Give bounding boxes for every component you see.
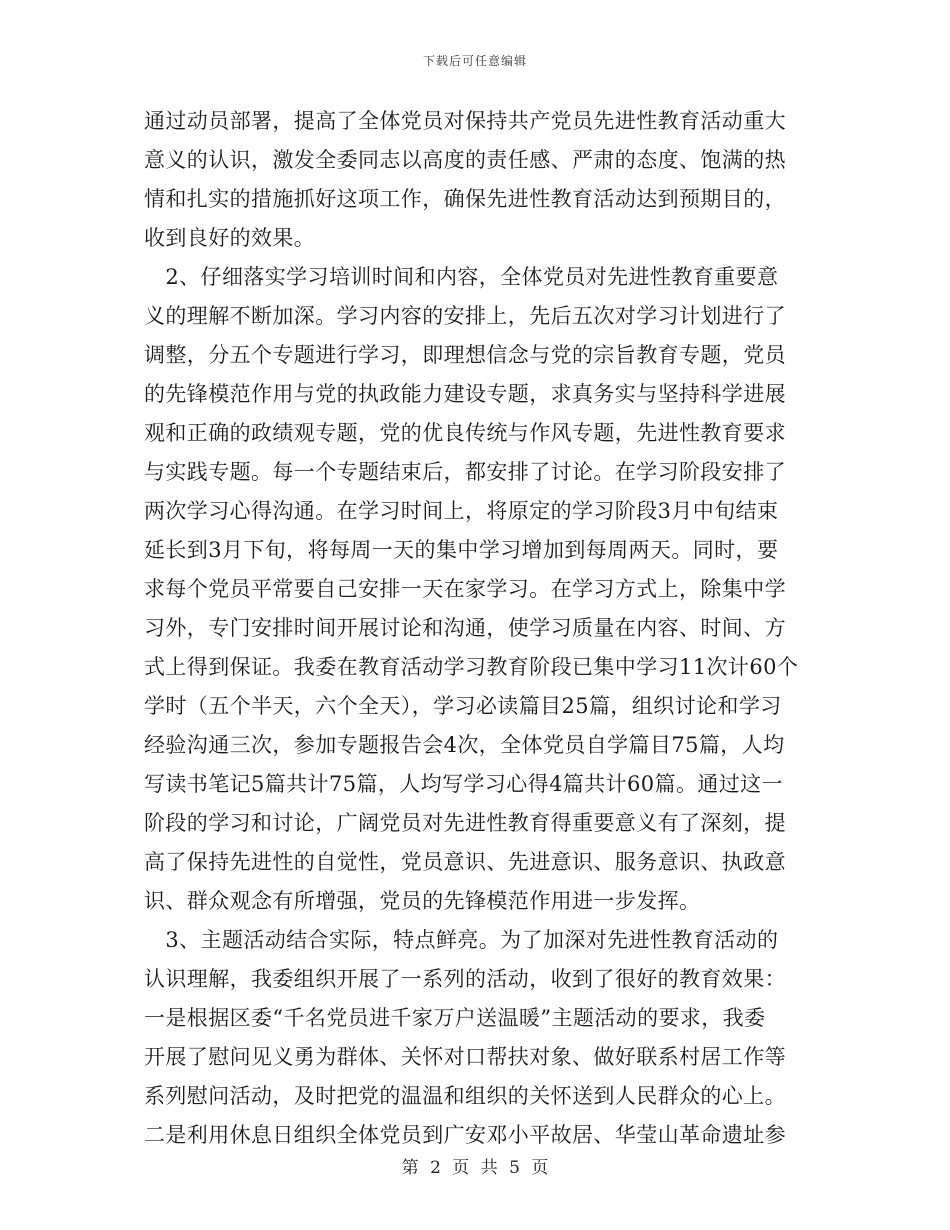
text-line: 的先锋模范作用与党的执政能力建设专题，求真务实与坚持科学进展 <box>144 382 786 406</box>
text-line: 阶段的学习和讨论，广阔党员对先进性教育得重要意义有了深刻，提 <box>144 811 786 835</box>
text-line: 3、主题活动结合实际，特点鲜亮。为了加深对先进性教育活动的 <box>144 928 779 952</box>
document-body <box>144 102 814 1155</box>
text-line: 学时（五个半天，六个全天），学习必读篇目25篇，组织讨论和学习 <box>144 694 782 718</box>
text-line: 收到良好的效果。 <box>144 226 316 250</box>
text-line: 意义的认识，激发全委同志以高度的责任感、严肃的态度、饱满的热 <box>144 148 786 172</box>
text-line: 写读书笔记5篇共计75篇，人均写学习心得4篇共计60篇。通过这一 <box>144 772 783 796</box>
text-line: 2、仔细落实学习培训时间和内容，全体党员对先进性教育重要意 <box>144 265 779 289</box>
text-line: 高了保持先进性的自觉性，党员意识、先进意识、服务意识、执政意 <box>144 850 786 874</box>
text-line: 识、群众观念有所增强，党员的先锋模范作用进一步发挥。 <box>144 889 701 913</box>
text-line: 式上得到保证。我委在教育活动学习教育阶段已集中学习11次计60个 <box>144 655 799 679</box>
text-line: 调整，分五个专题进行学习，即理想信念与党的宗旨教育专题，党员 <box>144 343 786 367</box>
text-line: 二是利用休息日组织全体党员到广安邓小平故居、华莹山革命遗址参 <box>144 1123 786 1147</box>
text-line: 一是根据区委“千名党员进千家万户送温暖”主题活动的要求，我委 <box>144 1006 766 1030</box>
page-number: 第 2 页 共 5 页 <box>401 1158 549 1178</box>
text-line: 经验沟通三次，参加专题报告会4次，全体党员自学篇目75篇，人均 <box>144 733 785 757</box>
text-line: 两次学习心得沟通。在学习时间上，将原定的学习阶段3月中旬结束 <box>144 499 779 523</box>
text-line: 系列慰问活动，及时把党的温温和组织的关怀送到人民群众的心上。 <box>144 1084 786 1108</box>
text-line: 求每个党员平常要自己安排一天在家学习。在学习方式上，除集中学 <box>144 577 786 601</box>
text-line: 通过动员部署，提高了全体党员对保持共产党员先进性教育活动重大 <box>144 109 786 133</box>
text-line: 义的理解不断加深。学习内容的安排上，先后五次对学习计划进行了 <box>144 304 786 328</box>
text-line: 延长到3月下旬，将每周一天的集中学习增加到每周两天。同时，要 <box>144 538 779 562</box>
text-line: 情和扎实的措施抓好这项工作，确保先进性教育活动达到预期目的， <box>144 187 786 211</box>
text-line: 观和正确的政绩观专题，党的优良传统与作风专题，先进性教育要求 <box>144 421 786 445</box>
page-header-note: 下载后可任意编辑 <box>422 54 527 68</box>
text-line: 与实践专题。每一个专题结束后，都安排了讨论。在学习阶段安排了 <box>144 460 786 484</box>
text-line: 习外，专门安排时间开展讨论和沟通，使学习质量在内容、时间、方 <box>144 616 786 640</box>
text-line: 认识理解，我委组织开展了一系列的活动，收到了很好的教育效果： <box>144 967 786 991</box>
text-line: 开展了慰问见义勇为群体、关怀对口帮扶对象、做好联系村居工作等 <box>144 1045 786 1069</box>
